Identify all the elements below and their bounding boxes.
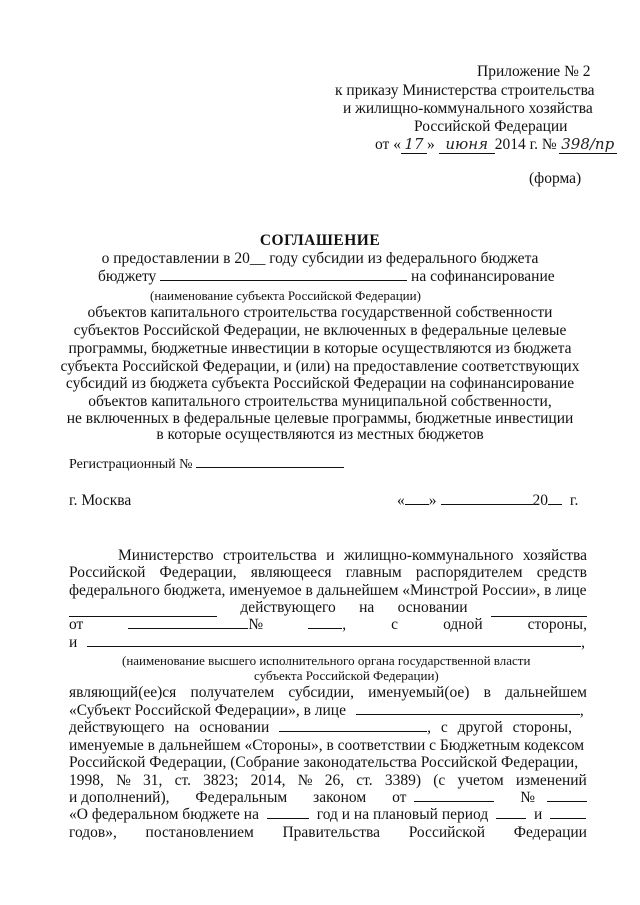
word: Российской [408,824,486,841]
word: и [69,634,78,651]
appendix-date-line [375,135,617,154]
date-month: июня [439,135,495,154]
law-date-blank [414,801,494,802]
day-blank [405,504,429,505]
body-p2-line-2 [69,702,584,720]
city: г. Москва [69,492,132,509]
word: и дополнений), [69,789,170,806]
word: Российской [69,564,146,581]
word: законом [313,789,367,806]
document-title: СОГЛАШЕНИЕ [259,232,381,249]
form-label: (форма) [529,170,582,187]
word: № [248,616,264,633]
word: 26, [324,772,345,789]
word: Федерации, [159,564,237,581]
word: жилищно-коммунального [343,547,514,564]
subtitle-line-6: субъекта Российской Федерации, и (или) на предоставление соответствующих [60,358,580,375]
year-blank [548,504,562,505]
word: , [579,702,584,719]
body-p1-line-6 [69,634,585,652]
subtitle-line-5: программы, бюджетные инвестиции в которые осуществляются из бюджета [68,340,572,357]
word: субсидии, [288,684,354,701]
body-p1-line-4 [69,599,587,617]
word: , [342,616,347,633]
word: основании [397,599,468,616]
body-p2-line-4: именуемые в дальнейшем «Стороны», в соответствии с Бюджетным кодексом [69,737,585,754]
word: Министерство [118,547,214,564]
word: постановлением [145,824,254,841]
word: дальнейшем [505,684,587,701]
word: 3389) [384,772,422,789]
word: в [483,684,491,701]
word: хозяйства [522,547,587,564]
cofinancing-label: на софинансирование [411,268,555,285]
month-blank [441,504,533,505]
word: одной [443,616,483,633]
word: , [581,634,586,651]
date-open-quote: « [397,492,405,509]
word: 2014, [250,772,286,789]
law-number-blank [547,801,587,802]
registration-line [69,457,344,473]
body-p1-line-3: федерального бюджета, именуемое в дальнейшем «Минстрой России», в лице [69,582,587,599]
appendix-title: Приложение № 2 [477,63,591,80]
subtitle-line-10: в которые осуществляются из местных бюджетов [156,426,484,443]
person-blank [69,599,217,617]
date-year: 2014 г. № [494,136,557,153]
word: действующего [240,599,336,616]
authority-blank [87,646,581,647]
word: являющий(ее)ся [69,684,177,701]
subtitle-line-2 [98,268,555,286]
year-prefix: 20 [532,492,548,509]
appendix-country-line: Российской Федерации [414,118,568,135]
word: Правительства [282,824,380,841]
word: от [69,616,84,633]
subtitle-line-8: объектов капитального строительства муниципальной собственности, [88,393,552,410]
word: ст. [174,772,191,789]
body-p1-line-5 [69,616,587,634]
word: являющееся [250,564,332,581]
body-p2-line-5: Российской Федерации, (Собрание законодательства Российской Федерации, [69,754,579,771]
body-p2-line-8 [69,806,586,824]
registration-label: Регистрационный № [69,457,193,472]
subtitle-line-9: не включенных в федеральные целевые программы, бюджетные инвестиции [66,410,574,427]
word: действующего на основании [69,719,270,736]
body-p2-line-7 [69,789,587,807]
subtitle-line-3: объектов капитального строительства государственной собственности [87,304,553,321]
word: «Субъект Российской Федерации», в лице [69,702,346,719]
word: учетом [457,772,504,789]
period-end-blank [550,818,586,819]
body-p1-line-1 [118,547,587,565]
word: изменений [515,772,587,789]
word: 3823; [203,772,239,789]
subject-person-blank [356,714,580,715]
body-p2-line-1 [69,684,587,702]
date-mid: » [426,136,435,153]
word: № [116,772,131,789]
authority-note-2: субъекта Российской Федерации) [254,668,439,683]
authority-note-1: (наименование высшего исполнительного органа государственной власти [122,653,531,668]
word: от [392,789,407,806]
date-blank [128,628,248,629]
word: Федеральным [195,789,288,806]
subtitle-line-4: субъектов Российской Федерации, не включенных в федеральные целевые [73,322,567,339]
budget-blank [160,280,407,281]
body-p2-line-3 [69,719,572,737]
word: год и на плановый период [316,806,489,823]
basis-blank [491,599,587,617]
appendix-ministry-line: и жилищно-коммунального хозяйства [343,100,593,117]
word: № [297,772,313,789]
registration-blank [196,467,344,468]
date-day: 17 [401,135,427,154]
word: ст. [356,772,373,789]
order-number: 398/пр [559,135,617,154]
body-p1-line-2 [69,564,587,582]
word: строительства [222,547,317,564]
budget-year-blank [267,818,309,819]
word: 1998, [69,772,104,789]
word: стороны, [527,616,587,633]
word: годов», [69,824,117,841]
number-blank [308,628,342,629]
word: на [359,599,375,616]
word: Федерации [513,824,587,841]
appendix-order-line: к приказу Министерства строительства [335,82,595,99]
body-p2-line-6 [69,772,587,790]
word: распорядителем [415,564,523,581]
word: , с другой стороны, [427,719,572,736]
date-prefix: от « [375,136,401,153]
word: и [534,806,543,823]
word: 31, [143,772,163,789]
date-close-quote: » [428,492,437,509]
word: «О федеральном бюджете на [69,806,259,823]
subtitle-line-1: о предоставлении в 20__ году субсидии из федерального бюджета [101,250,539,267]
body-p2-line-9 [69,824,587,842]
word: получателем [190,684,275,701]
word: именуемый(ое) [368,684,470,701]
word: (с [433,772,446,789]
word: главным [345,564,402,581]
word: с [391,616,399,633]
budget-label: бюджету [98,268,157,285]
subject-basis-blank [279,731,427,732]
word: средств [536,564,587,581]
word: и [326,547,335,564]
word: № [520,789,536,806]
subtitle-line-7: субсидий из бюджета субъекта Российской Федерации на софинансирование [65,375,575,392]
subject-name-note: (наименование субъекта Российской Федерации) [150,288,421,303]
date-right [397,492,578,510]
period-start-blank [496,818,526,819]
year-suffix: г. [569,492,579,509]
